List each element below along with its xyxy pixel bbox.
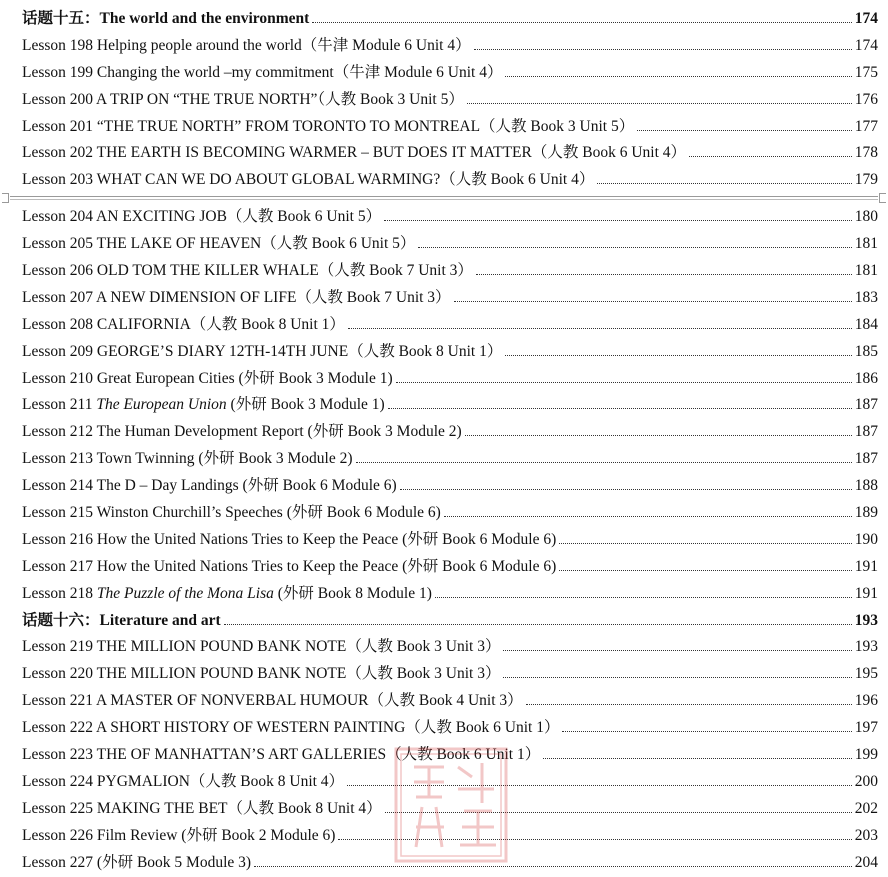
- toc-entry-title: Lesson 199 Changing the world –my commitment（牛津 Module 6 Unit 4）: [22, 63, 503, 81]
- toc-lesson-entry[interactable]: [22, 500, 878, 527]
- toc-entry-title: Lesson 220 THE MILLION POUND BANK NOTE（人教 Book 3 Unit 3）: [22, 665, 501, 683]
- toc-lesson-entry[interactable]: [22, 204, 878, 231]
- toc-entry-title: Lesson 226 Film Review (外研 Book 2 Module 6): [22, 826, 336, 844]
- toc-lesson-entry[interactable]: [22, 446, 878, 473]
- toc-page-number: 188: [854, 477, 878, 495]
- page-break-line: [10, 196, 878, 200]
- toc-dot-leader: [254, 866, 852, 867]
- toc-entry-title: Lesson 203 WHAT CAN WE DO ABOUT GLOBAL WARMING?（人教 Book 6 Unit 4）: [22, 171, 595, 189]
- toc-dot-leader: [348, 328, 852, 329]
- toc-lesson-entry[interactable]: [22, 167, 878, 194]
- toc-page-number: 187: [854, 450, 878, 468]
- toc-page-number: 180: [854, 208, 878, 226]
- toc-entry-title: Lesson 221 A MASTER OF NONVERBAL HUMOUR（人教 Book 4 Unit 3）: [22, 692, 523, 710]
- toc-lesson-entry[interactable]: [22, 392, 878, 419]
- toc-entry-title: Lesson 219 THE MILLION POUND BANK NOTE（人教 Book 3 Unit 3）: [22, 638, 501, 656]
- toc-page-number: 204: [854, 853, 878, 871]
- toc-lesson-entry[interactable]: [22, 87, 878, 114]
- toc-page-number: 177: [854, 117, 878, 135]
- toc-dot-leader: [224, 624, 852, 625]
- toc-section-1: [22, 6, 878, 194]
- toc-lesson-entry[interactable]: [22, 285, 878, 312]
- toc-entry-title: Lesson 225 MAKING THE BET（人教 Book 8 Unit 4）: [22, 799, 382, 817]
- toc-entry-title: Lesson 215 Winston Churchill’s Speeches (外研 Book 6 Module 6): [22, 504, 441, 522]
- toc-page-number: 186: [854, 369, 878, 387]
- toc-entry-title: Lesson 216 How the United Nations Tries to Keep the Peace (外研 Book 6 Module 6): [22, 530, 557, 548]
- page-break-divider: [0, 193, 888, 202]
- toc-lesson-entry[interactable]: [22, 581, 878, 608]
- toc-page-number: 175: [854, 63, 878, 81]
- toc-dot-leader: [689, 156, 852, 157]
- toc-page-number: 183: [854, 288, 878, 306]
- toc-dot-leader: [559, 543, 851, 544]
- toc-entry-prefix: Lesson 211: [22, 396, 97, 414]
- toc-lesson-entry[interactable]: [22, 527, 878, 554]
- toc-page-number: 203: [854, 826, 878, 844]
- toc-dot-leader: [396, 382, 852, 383]
- toc-entry-italic-title: The Puzzle of the Mona Lisa: [96, 584, 274, 602]
- toc-page-number: 179: [854, 171, 878, 189]
- toc-entry-title: Lesson 213 Town Twinning (外研 Book 3 Module 2): [22, 450, 353, 468]
- toc-dot-leader: [418, 247, 851, 248]
- toc-lesson-entry[interactable]: [22, 661, 878, 688]
- toc-entry-title: [22, 392, 385, 419]
- toc-entry-title: Lesson 202 THE EARTH IS BECOMING WARMER – BUT DOES IT MATTER（人教 Book 6 Unit 4）: [22, 144, 687, 162]
- toc-page-number: 178: [854, 144, 878, 162]
- toc-page-number: 187: [854, 396, 878, 414]
- toc-dot-leader: [637, 130, 852, 131]
- toc-entry-title: Lesson 210 Great European Cities (外研 Book 3 Module 1): [22, 369, 393, 387]
- toc-lesson-entry[interactable]: [22, 715, 878, 742]
- toc-entry-title: Lesson 209 GEORGE’S DIARY 12TH-14TH JUNE（人教 Book 8 Unit 1）: [22, 342, 503, 360]
- toc-dot-leader: [503, 650, 851, 651]
- toc-page-number: 189: [854, 504, 878, 522]
- toc-entry-title: Lesson 217 How the United Nations Tries to Keep the Peace (外研 Book 6 Module 6): [22, 557, 557, 575]
- toc-dot-leader: [454, 301, 852, 302]
- toc-entry-title: 话题十五：The world and the environment: [22, 10, 310, 27]
- toc-page-number: 174: [854, 36, 878, 54]
- stamp-glyph-left: [414, 767, 444, 847]
- toc-lesson-entry[interactable]: [22, 554, 878, 581]
- toc-dot-leader: [312, 22, 851, 23]
- toc-lesson-entry[interactable]: [22, 634, 878, 661]
- toc-lesson-entry[interactable]: [22, 339, 878, 366]
- toc-dot-leader: [543, 758, 852, 759]
- page-corner-right: [879, 193, 886, 203]
- toc-dot-leader: [435, 597, 852, 598]
- toc-page-number: 187: [854, 423, 878, 441]
- toc-dot-leader: [444, 516, 852, 517]
- toc-entry-title: [22, 581, 432, 608]
- toc-dot-leader: [384, 220, 852, 221]
- toc-entry-title: Lesson 224 PYGMALION（人教 Book 8 Unit 4）: [22, 772, 345, 790]
- toc-entry-suffix: (外研 Book 3 Module 1): [226, 396, 385, 414]
- toc-dot-leader: [505, 76, 851, 77]
- toc-topic-heading[interactable]: [22, 608, 878, 635]
- toc-dot-leader: [526, 704, 852, 705]
- toc-lesson-entry[interactable]: [22, 419, 878, 446]
- toc-page-number: 191: [854, 584, 878, 602]
- toc-lesson-entry[interactable]: [22, 258, 878, 285]
- toc-page-number: 190: [854, 530, 878, 548]
- toc-page-number: 174: [854, 10, 878, 27]
- toc-entry-title: Lesson 201 “THE TRUE NORTH” FROM TORONTO TO MONTREAL（人教 Book 3 Unit 5）: [22, 117, 635, 135]
- toc-entry-title: Lesson 222 A SHORT HISTORY OF WESTERN PAINTING（人教 Book 6 Unit 1）: [22, 719, 560, 737]
- toc-entry-title: Lesson 204 AN EXCITING JOB（人教 Book 6 Unit 5）: [22, 208, 382, 226]
- toc-entry-title: Lesson 212 The Human Development Report (外研 Book 3 Module 2): [22, 423, 462, 441]
- toc-entry-title: Lesson 206 OLD TOM THE KILLER WHALE（人教 Book 7 Unit 3）: [22, 262, 473, 280]
- toc-page-number: 197: [854, 719, 878, 737]
- toc-lesson-entry[interactable]: [22, 114, 878, 141]
- toc-entry-title: Lesson 214 The D – Day Landings (外研 Book 6 Module 6): [22, 477, 397, 495]
- toc-entry-suffix: (外研 Book 8 Module 1): [273, 584, 432, 602]
- toc-page-number: 181: [854, 262, 878, 280]
- toc-entry-title: Lesson 223 THE OF MANHATTAN’S ART GALLERIES（人教 Book 6 Unit 1）: [22, 746, 541, 764]
- toc-lesson-entry[interactable]: [22, 688, 878, 715]
- toc-page-number: 185: [854, 342, 878, 360]
- toc-page-number: 200: [854, 772, 878, 790]
- toc-entry-prefix: Lesson 218: [22, 584, 97, 602]
- toc-entry-title: Lesson 208 CALIFORNIA（人教 Book 8 Unit 1）: [22, 315, 345, 333]
- toc-dot-leader: [400, 489, 852, 490]
- toc-page-number: 195: [854, 665, 878, 683]
- toc-entry-title: Lesson 198 Helping people around the world（牛津 Module 6 Unit 4）: [22, 36, 471, 54]
- toc-entry-title: Lesson 227 (外研 Book 5 Module 3): [22, 853, 252, 871]
- toc-lesson-entry[interactable]: [22, 231, 878, 258]
- toc-lesson-entry[interactable]: [22, 33, 878, 60]
- toc-page-number: 184: [854, 315, 878, 333]
- toc-dot-leader: [476, 274, 852, 275]
- toc-page-number: 199: [854, 746, 878, 764]
- stamp-glyph-right: [458, 763, 496, 845]
- toc-entry-title: 话题十六：Literature and art: [22, 611, 221, 629]
- toc-dot-leader: [356, 462, 852, 463]
- page-corner-left: [2, 193, 9, 203]
- toc-page-number: 193: [854, 638, 878, 656]
- toc-page-number: 191: [854, 557, 878, 575]
- toc-entry-italic-title: The European Union: [96, 396, 227, 414]
- toc-dot-leader: [562, 731, 851, 732]
- toc-dot-leader: [467, 103, 852, 104]
- toc-page-number: 176: [854, 90, 878, 108]
- toc-dot-leader: [503, 677, 851, 678]
- toc-dot-leader: [559, 570, 851, 571]
- toc-entry-title: Lesson 207 A NEW DIMENSION OF LIFE（人教 Book 7 Unit 3）: [22, 288, 451, 306]
- toc-dot-leader: [505, 355, 851, 356]
- toc-page-number: 202: [854, 799, 878, 817]
- toc-dot-leader: [474, 49, 852, 50]
- toc-entry-title: Lesson 200 A TRIP ON “THE TRUE NORTH”（人教 Book 3 Unit 5）: [22, 90, 464, 108]
- toc-dot-leader: [465, 435, 852, 436]
- toc-page-number: 181: [854, 235, 878, 253]
- toc-lesson-entry[interactable]: [22, 366, 878, 393]
- toc-page-number: 193: [854, 611, 878, 629]
- toc-topic-heading[interactable]: [22, 6, 878, 33]
- toc-entry-title: Lesson 205 THE LAKE OF HEAVEN（人教 Book 6 Unit 5）: [22, 235, 416, 253]
- seal-stamp-watermark: [392, 745, 510, 865]
- toc-lesson-entry[interactable]: [22, 473, 878, 500]
- toc-lesson-entry[interactable]: [22, 60, 878, 87]
- toc-lesson-entry[interactable]: [22, 140, 878, 167]
- toc-dot-leader: [388, 408, 852, 409]
- toc-page-number: 196: [854, 692, 878, 710]
- toc-lesson-entry[interactable]: [22, 312, 878, 339]
- toc-dot-leader: [597, 183, 851, 184]
